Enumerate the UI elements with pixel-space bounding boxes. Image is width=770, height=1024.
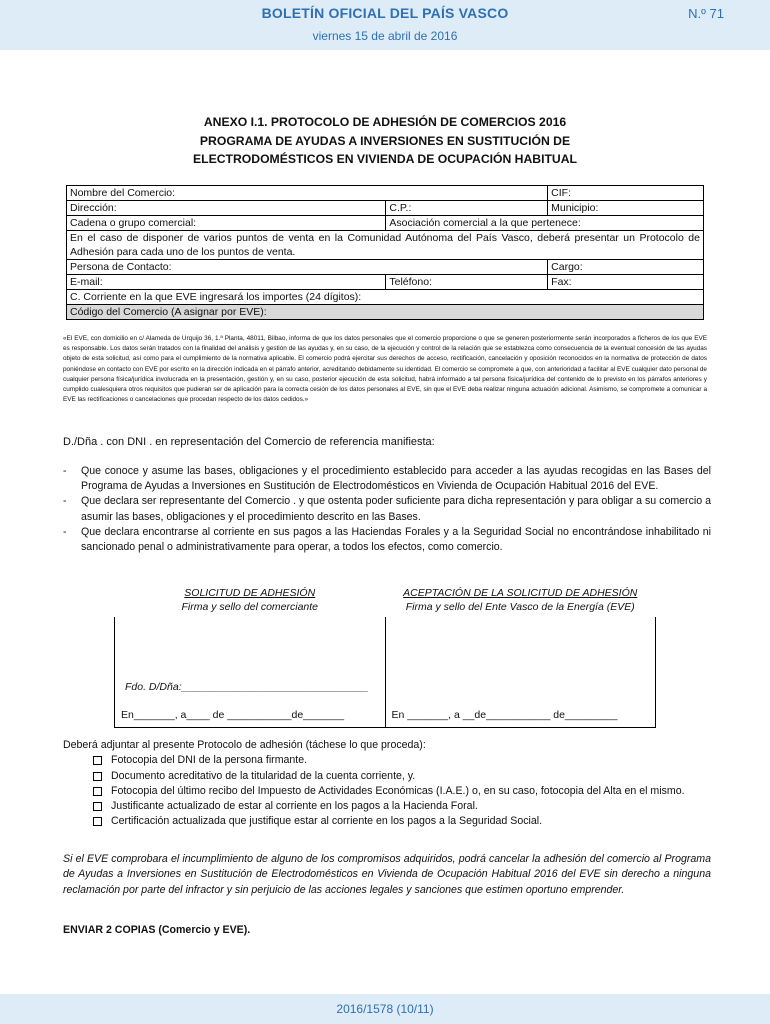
left-date-line: En_______, a____ de ___________de_______ [121, 709, 345, 721]
title-line: ANEXO I.1. PROTOCOLO DE ADHESIÓN DE COMERCIOS 2016 [203, 115, 567, 129]
signature-table [114, 587, 656, 728]
field-codigo-comercio: Código del Comercio (A asignar por EVE): [67, 305, 704, 320]
attachments-intro: Deberá adjuntar al presente Protocolo de adhesión (táchese lo que proceda): [63, 739, 426, 751]
form-row [67, 231, 704, 260]
signature-left-header [115, 587, 386, 617]
form-row [67, 305, 704, 320]
page-footer [0, 994, 770, 1024]
issue-number: N.º 71 [688, 6, 724, 21]
signature-right-header [385, 587, 656, 617]
form-row [67, 186, 704, 201]
document-title [68, 113, 702, 169]
checkbox-icon[interactable] [93, 756, 102, 765]
title-line: PROGRAMA DE AYUDAS A INVERSIONES EN SUSTITUCIÓN DE [199, 133, 571, 148]
send-copies-note: ENVIAR 2 COPIAS (Comercio y EVE). [63, 924, 251, 936]
attachment-item [63, 799, 713, 814]
field-municipio[interactable]: Municipio: [548, 201, 704, 216]
attachment-item [63, 784, 713, 799]
note-puntos-venta: En el caso de disponer de varios puntos de venta en la Comunidad Autónoma del País Vasco, deberá presentar un Protocolo de Adhesión para cada uno de los puntos de venta. [67, 231, 704, 260]
attachment-text: Fotocopia del último recibo del Impuesto de Actividades Económicas (I.A.E.) o, en su caso, fotocopia del Alta en el mismo. [111, 784, 685, 797]
document-reference: 2016/1578 (10/11) [336, 1002, 434, 1016]
form-row [67, 290, 704, 305]
bulletin-title: BOLETÍN OFICIAL DEL PAÍS VASCO [261, 5, 509, 21]
field-cif[interactable]: CIF: [548, 186, 704, 201]
attachment-text: Fotocopia del DNI de la persona firmante. [111, 754, 308, 767]
field-telefono[interactable]: Teléfono: [386, 275, 548, 290]
form-row [67, 260, 704, 275]
page-header [0, 0, 770, 50]
field-cuenta-corriente[interactable]: C. Corriente en la que EVE ingresará los importes (24 dígitos): [67, 290, 704, 305]
field-persona-contacto[interactable]: Persona de Contacto: [67, 260, 548, 275]
field-fax[interactable]: Fax: [548, 275, 704, 290]
field-email[interactable]: E-mail: [67, 275, 386, 290]
declaration-text: Que declara ser representante del Comercio . y que ostenta poder suficiente para dicha representación y para obligar a su comercio a asumir las bases, obligaciones y el procedimiento descrito en las Bases. [81, 495, 711, 523]
declaration-text: Que conoce y asume las bases, obligaciones y el procedimiento establecido para acceder a las ayudas recogidas en las Bases del Programa de Ayudas a Inversiones en Sustitución de Electrodomésticos en Vivienda de Ocupación Habitual 2016 del EVE. [81, 465, 711, 493]
declaration-item [63, 494, 711, 524]
checkbox-icon[interactable] [93, 817, 102, 826]
merchant-form [66, 185, 704, 320]
field-cargo[interactable]: Cargo: [548, 260, 704, 275]
dash-bullet: - [63, 525, 67, 538]
declarant-statement: D./Dña . con DNI . en representación del Comercio de referencia manifiesta: [63, 436, 435, 448]
bulletin-date: viernes 15 de abril de 2016 [312, 29, 458, 43]
declaration-text: Que declara encontrarse al corriente en sus pagos a las Haciendas Forales y a la Seguridad Social no encontrándose inhabilitado ni sancionado penal o administrativamente para operar, a todos los efectos, como comercio. [81, 525, 711, 554]
declarations-list [63, 464, 711, 555]
field-asociacion[interactable]: Asociación comercial a la que pertenece: [386, 216, 704, 231]
privacy-notice: «El EVE, con domicilio en c/ Alameda de Urquijo 36, 1.ª Planta, 48011, Bilbao, informa de que los datos personales que el comercio proporcione o que se generen posteriormente serán incorporados a ficheros de los que EVE es responsable. Los datos serán tratados con la finalidad del análisis y gestión de las ayudas y, en su caso, de la ejecución y control de la relación que se establezca como consecuencia de la eventual concesión de las ayudas objeto de esta solicitud, así como para el cumplimiento de la normativa aplicable. El comercio podrá ejercitar sus derechos de acceso, rectificación, cancelación y oposición reconocidos en la normativa de protección de datos poniéndose en contacto con EVE por escrito en la dirección indicada en el párrafo anterior, acreditando debidamente su identidad. El comercio se compromete a que, con anterioridad a facilitar al EVE cualquier dato personal de cualquier persona física/jurídica involucrada en la presentación, gestión y, en su caso, posterior ejecución de esta solicitud, habrá informado a tal persona física/jurídica del contenido de lo previsto en los párrafos anteriores y cumplido cualesquiera otros requisitos que pudieran ser de aplicación para la correcta cesión de los datos personales al EVE, sin que el EVE deba realizar ninguna actuación adicional. Asimismo, se compromete a comunicar a EVE las rectificaciones o cancelaciones que procedan respecto de los datos cedidos.» [63, 335, 707, 404]
comerciante-signature-box[interactable] [115, 617, 386, 728]
form-row [67, 216, 704, 231]
declaration-item [63, 525, 711, 555]
form-row [67, 275, 704, 290]
field-cadena[interactable]: Cadena o grupo comercial: [67, 216, 386, 231]
field-direccion[interactable]: Dirección: [67, 201, 386, 216]
dash-bullet: - [63, 495, 67, 508]
field-cp[interactable]: C.P.: [386, 201, 548, 216]
attachment-item [63, 753, 713, 768]
attachment-text: Justificante actualizado de estar al corriente en los pagos a la Hacienda Foral. [111, 800, 478, 813]
solicitud-heading: SOLICITUD DE ADHESIÓN [184, 587, 316, 599]
comerciante-signature-label: Firma y sello del comerciante [181, 601, 319, 613]
attachments-section [63, 738, 713, 830]
title-line: ELECTRODOMÉSTICOS EN VIVIENDA DE OCUPACIÓN HABITUAL [193, 152, 577, 166]
eve-signature-label: Firma y sello del Ente Vasco de la Energía (EVE) [405, 601, 635, 613]
attachment-item [63, 769, 713, 784]
right-date-line: En _______, a __de___________ de_________ [391, 709, 618, 721]
checkbox-icon[interactable] [93, 787, 102, 796]
eve-signature-box[interactable] [385, 617, 656, 728]
dash-bullet: - [63, 465, 67, 477]
declaration-item [63, 464, 711, 494]
checkbox-icon[interactable] [93, 772, 102, 781]
attachment-text: Certificación actualizada que justifique estar al corriente en los pagos a la Seguridad Social. [111, 815, 543, 828]
fdo-line: Fdo. D/Dña:________________________________ [125, 681, 369, 693]
checkbox-icon[interactable] [93, 802, 102, 811]
aceptacion-heading: ACEPTACIÓN DE LA SOLICITUD DE ADHESIÓN [403, 587, 638, 599]
cancellation-warning: Si el EVE comprobara el incumplimiento de alguno de los compromisos adquiridos, podrá cancelar la adhesión del comercio al Programa de Ayudas a Inversiones en Sustitución de Electrodomésticos en Vivienda de Ocupación Habitual 2016 del EVE sin derecho a ninguna reclamación por parte del infractor y sin perjuicio de las acciones legales y sanciones que estimen oportuno emprender. [63, 853, 711, 896]
attachment-item [63, 814, 713, 829]
field-nombre-comercio[interactable]: Nombre del Comercio: [67, 186, 548, 201]
attachment-text: Documento acreditativo de la titularidad de la cuenta corriente, y. [111, 769, 416, 782]
form-row [67, 201, 704, 216]
